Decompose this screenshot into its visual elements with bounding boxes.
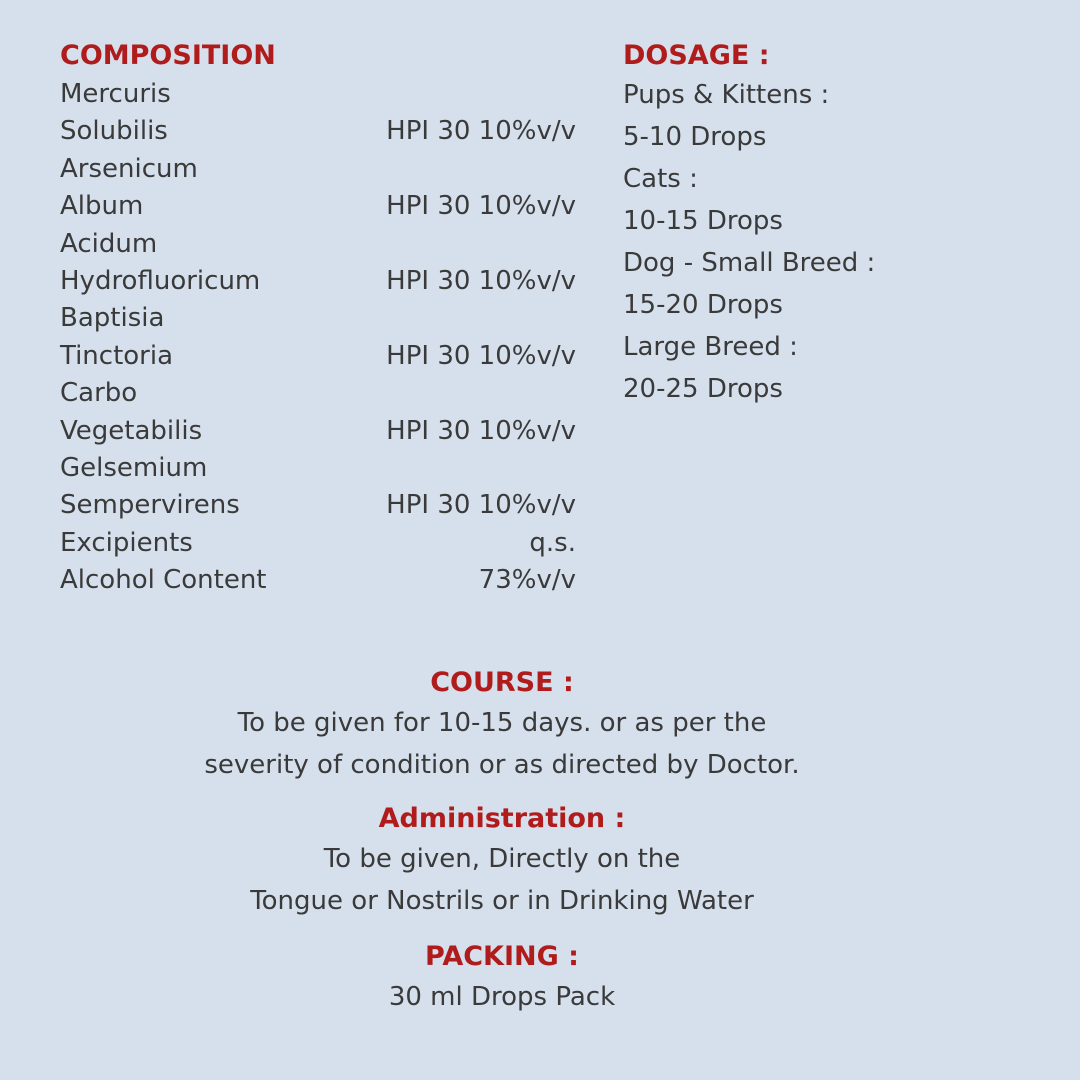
ingredient-value	[350, 226, 590, 263]
ingredient-name: Arsenicum	[60, 153, 198, 184]
ingredient-name: Sempervirens	[60, 490, 240, 521]
packing-line: 30 ml Drops Pack	[388, 982, 616, 1012]
ingredient-value	[350, 76, 590, 113]
ingredient-value: HPI 30 10%v/v	[386, 490, 576, 521]
ingredient-value: HPI 30 10%v/v	[386, 116, 576, 147]
composition-row	[60, 76, 590, 113]
dosage-line: Cats :	[623, 164, 698, 194]
composition-row	[60, 188, 590, 225]
composition-section	[60, 40, 590, 599]
composition-row	[60, 413, 590, 450]
composition-row	[60, 113, 590, 150]
ingredient-value: HPI 30 10%v/v	[386, 340, 576, 371]
administration-heading: Administration :	[378, 803, 626, 834]
ingredient-value: q.s.	[529, 527, 576, 558]
administration-line: Tongue or Nostrils or in Drinking Water	[250, 886, 754, 916]
dosage-line: 10-15 Drops	[623, 206, 783, 236]
dosage-line: Dog - Small Breed :	[623, 248, 876, 278]
dosage-heading: DOSAGE :	[623, 40, 770, 71]
ingredient-name: Mercuris	[60, 79, 171, 109]
ingredient-name: Solubilis	[60, 116, 168, 147]
ingredient-name: Vegetabilis	[60, 415, 203, 446]
packing-heading: PACKING :	[425, 941, 579, 972]
course-heading: COURSE :	[430, 667, 574, 698]
ingredient-value: HPI 30 10%v/v	[386, 265, 576, 296]
ingredient-name: Excipients	[60, 527, 193, 558]
dosage-line: Pups & Kittens :	[623, 80, 830, 110]
ingredient-name: Alcohol Content	[60, 565, 267, 596]
course-line: severity of condition or as directed by Doctor.	[204, 750, 800, 780]
dosage-line: Large Breed :	[623, 332, 798, 362]
ingredient-name: Baptisia	[60, 303, 165, 334]
packing-section	[0, 938, 1004, 1018]
composition-row	[60, 525, 590, 562]
dosage-section	[623, 40, 1063, 410]
ingredient-value	[350, 450, 590, 487]
composition-row	[60, 450, 590, 487]
administration-section	[0, 800, 1004, 922]
composition-heading: COMPOSITION	[60, 40, 276, 71]
ingredient-name: Carbo	[60, 378, 138, 409]
ingredient-value: HPI 30 10%v/v	[386, 191, 576, 222]
course-section	[0, 664, 1004, 786]
composition-row	[60, 263, 590, 300]
dosage-line: 20-25 Drops	[623, 374, 783, 404]
ingredient-value	[350, 300, 590, 337]
ingredient-value	[350, 151, 590, 188]
composition-row	[60, 562, 590, 599]
ingredient-name: Tinctoria	[60, 340, 174, 371]
ingredient-name: Gelsemium	[60, 452, 208, 483]
dosage-line: 5-10 Drops	[623, 122, 767, 152]
administration-line: To be given, Directly on the	[323, 844, 681, 874]
composition-row	[60, 300, 590, 337]
ingredient-value: 73%v/v	[478, 565, 576, 596]
composition-row	[60, 226, 590, 263]
composition-row	[60, 338, 590, 375]
ingredient-name: Hydrofluoricum	[60, 265, 261, 296]
composition-row	[60, 487, 590, 524]
ingredient-value: HPI 30 10%v/v	[386, 415, 576, 446]
dosage-line: 15-20 Drops	[623, 290, 783, 320]
ingredient-name: Acidum	[60, 228, 158, 259]
composition-row	[60, 375, 590, 412]
course-line: To be given for 10-15 days. or as per the	[237, 708, 767, 738]
composition-row	[60, 151, 590, 188]
ingredient-name: Album	[60, 191, 144, 222]
ingredient-value	[350, 375, 590, 412]
